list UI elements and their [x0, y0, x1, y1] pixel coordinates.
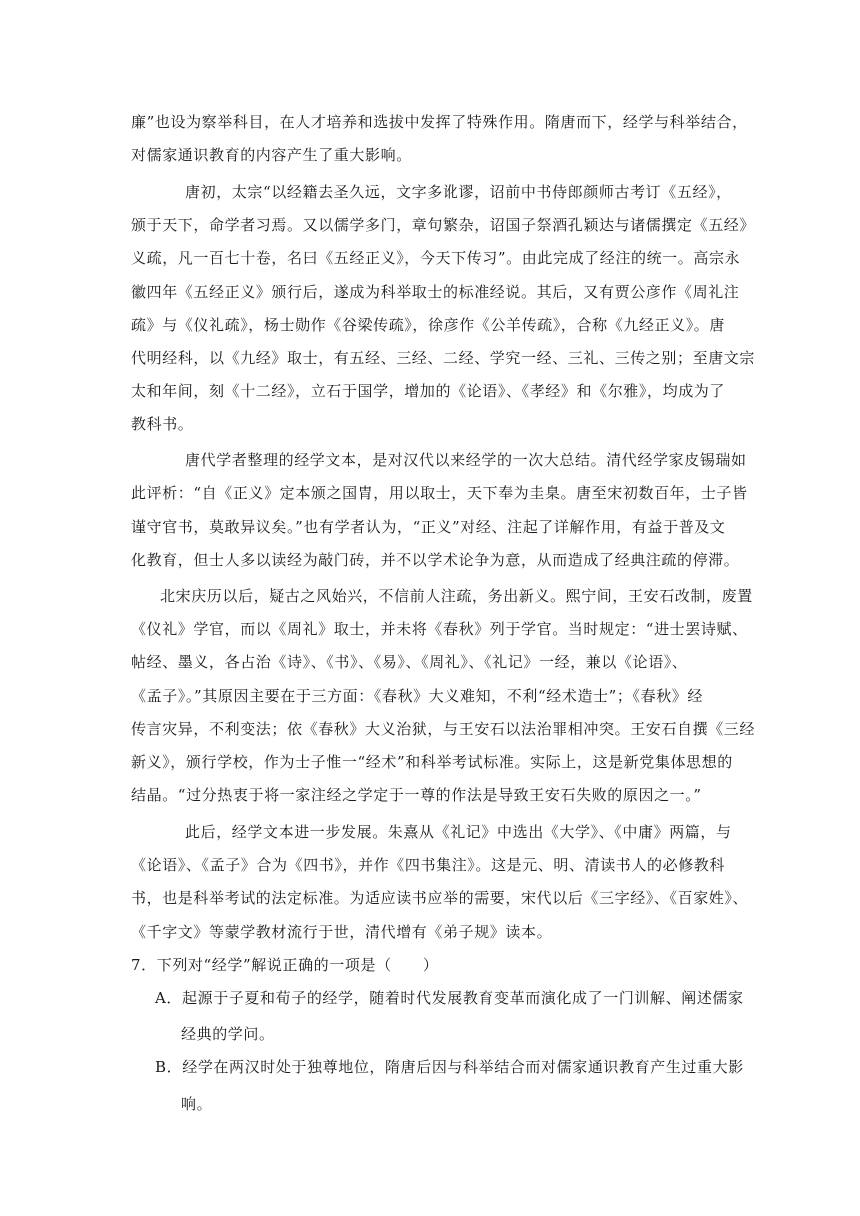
text-line: 徽四年《五经正义》颁行后，遂成为科举取士的标准经说。其后，又有贾公彦作《周礼注	[131, 283, 740, 301]
option-a-continued: 经典的学问。	[181, 1025, 275, 1043]
text-line: 结晶。“过分热衷于将一家注经之学定于一尊的作法是导致王安石失败的原因之一。”	[131, 786, 702, 804]
text-line: 太和年间，刻《十二经》，立石于国学，增加的《论语》、《孝经》和《尔雅》，均成为了	[131, 382, 726, 400]
paragraph-start: 唐代学者整理的经学文本，是对汉代以来经学的一次大总结。清代经学家皮锡瑞如	[185, 451, 747, 469]
option-b-continued: 响。	[181, 1095, 213, 1113]
text-line: 传言灾异，不利变法；依《春秋》大义治狱，与王安石以法治罪相冲突。王安石自撰《三经	[131, 720, 756, 738]
text-line: 《千字文》等蒙学教材流行于世，清代增有《弟子规》读本。	[131, 923, 553, 941]
text-line: 《仪礼》学官，而以《周礼》取士，并未将《春秋》列于学官。当时规定：“进士罢诗赋、	[131, 620, 748, 638]
text-line: 书，也是科举考试的法定标准。为适应读书应举的需要，宋代以后《三字经》、《百家姓》、	[131, 889, 749, 907]
text-line: 新义》，颁行学校，作为士子惟一“经术”和科举考试标准。实际上，这是新党集体思想的	[131, 753, 733, 771]
question-stem: 7．下列对“经学”解说正确的一项是（ ）	[131, 956, 439, 974]
text-line: 廉”也设为察举科目，在人才培养和选拔中发挥了特殊作用。隋唐而下，经学与科举结合，	[131, 113, 748, 131]
text-line: 谨守官书，莫敢异议矣。”也有学者认为，“正义”对经、注起了详解作用，有益于普及文	[131, 518, 726, 536]
text-line: 颁于天下，命学者习焉。又以儒学多门，章句繁杂，诏国子祭酒孔颖达与诸儒撰定《五经》	[131, 216, 756, 234]
text-line: 义疏，凡一百七十卷，名曰《五经正义》，今天下传习”。由此完成了经注的统一。高宗永	[131, 249, 741, 267]
paragraph-start: 此后，经学文本进一步发展。朱熹从《礼记》中选出《大学》、《中庸》两篇，与	[185, 823, 732, 841]
text-line: 此评析：“自《正义》定本颁之国胄，用以取士，天下奉为圭臬。唐至宋初数百年，士子皆	[131, 484, 748, 502]
text-line: 代明经科，以《九经》取士，有五经、三经、二经、学究一经、三礼、三传之别；至唐文宗	[131, 349, 756, 367]
text-line: 教科书。	[131, 415, 194, 433]
paragraph-start: 北宋庆历以后，疑古之风始兴，不信前人注疏，务出新义。熙宁间，王安石改制，废置	[160, 587, 753, 605]
text-line: 《孟子》。”其原因主要在于三方面：《春秋》大义难知，不利“经术造士”；《春秋》经	[131, 687, 704, 705]
text-line: 《论语》、《孟子》合为《四书》，并作《四书集注》。这是元、明、清读书人的必修教科	[131, 856, 726, 874]
text-line: 对儒家通识教育的内容产生了重大影响。	[131, 146, 412, 164]
paragraph-start: 唐初，太宗“以经籍去圣久远，文字多讹谬，诏前中书侍郎颜师古考订《五经》，	[185, 183, 732, 201]
text-line: 疏》与《仪礼疏》，杨士勋作《谷梁传疏》，徐彦作《公羊传疏》，合称《九经正义》。唐	[131, 316, 726, 334]
text-line: 化教育，但士人多以读经为敲门砖，并不以学术论争为意，从而造成了经典注疏的停滞。	[131, 551, 740, 569]
text-line: 帖经、墨义，各占治《诗》、《书》、《易》、《周礼》、《礼记》一经，兼以《论语》、	[131, 653, 688, 671]
option-b: B．经学在两汉时处于独尊地位，隋唐后因与科举结合而对儒家通识教育产生过重大影	[155, 1058, 744, 1076]
option-a: A．起源于子夏和荀子的经学，随着时代发展教育变革而演化成了一门训解、阐述儒家	[155, 989, 744, 1007]
